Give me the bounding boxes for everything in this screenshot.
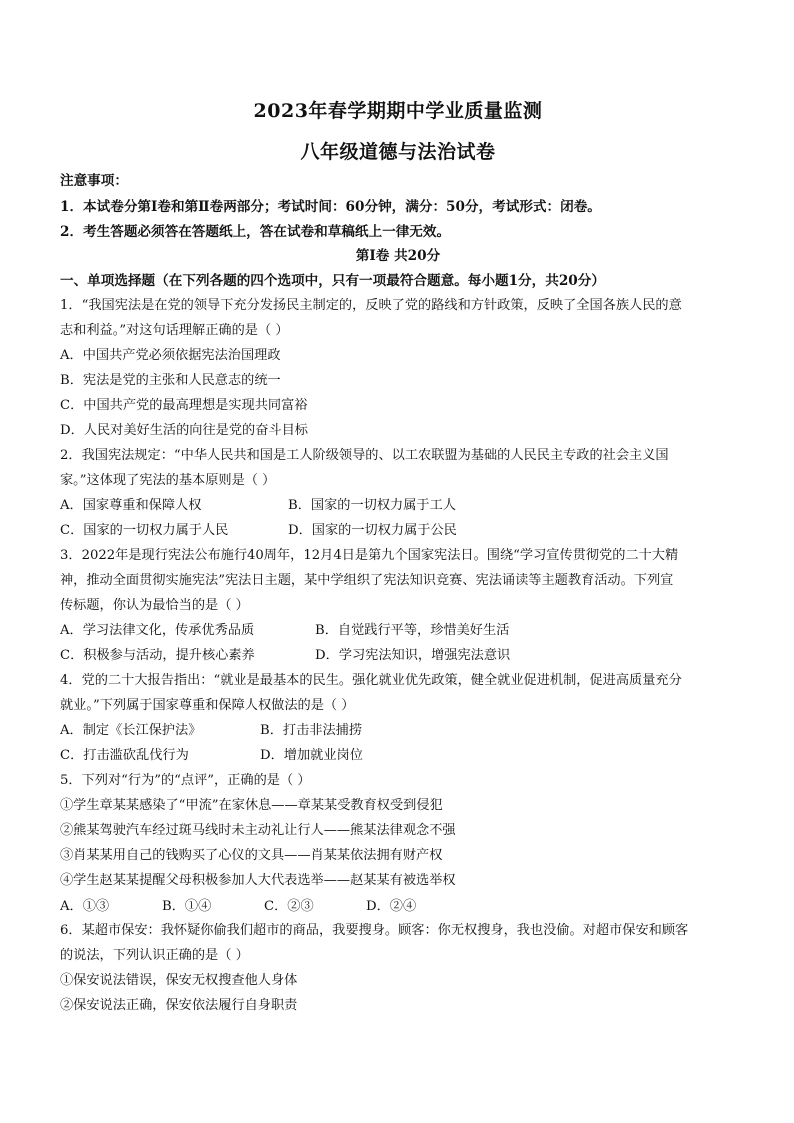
q2-stem-line1: 2．我国宪法规定：“中华人民共和国是工人阶级领导的、以工农联盟为基础的人民民主专政的社会主义国 bbox=[60, 448, 669, 463]
q6-statement-2: ②保安说法正确，保安依法履行自身职责 bbox=[60, 998, 298, 1013]
exam-title: 2023年春学期期中学业质量监测 bbox=[253, 100, 543, 122]
q3-option-b: B．自觉践行平等，珍惜美好生活 bbox=[315, 623, 510, 638]
q5-statement-2: ②熊某驾驶汽车经过斑马线时未主动礼让行人——熊某法律观念不强 bbox=[60, 823, 456, 838]
q1-option-b: B．宪法是党的主张和人民意志的统一 bbox=[60, 373, 281, 388]
q6-stem-line1: 6．某超市保安：我怀疑你偷我们超市的商品，我要搜身。顾客：你无权搜身，我也没偷。对超市保安和顾客 bbox=[60, 923, 689, 938]
q5-statement-3: ③肖某某用自己的钱购买了心仪的文具——肖某某依法拥有财产权 bbox=[60, 848, 443, 863]
q4-option-a: A．制定《长江保护法》 bbox=[60, 723, 202, 738]
q4-option-d: D．增加就业岗位 bbox=[260, 748, 363, 763]
q3-stem-line2: 神，推动全面贯彻实施宪法”宪法日主题，某中学组织了宪法知识竞赛、宪法诵读等主题教育活动。下列宣 bbox=[60, 573, 674, 588]
q6-statement-1: ①保安说法错误，保安无权搜查他人身体 bbox=[60, 973, 298, 988]
q5-statement-4: ④学生赵某某提醒父母积极参加人大代表选举——赵某某有被选举权 bbox=[60, 873, 456, 888]
q3-option-d: D．学习宪法知识，增强宪法意识 bbox=[315, 648, 511, 663]
q2-option-c: C．国家的一切权力属于人民 bbox=[60, 523, 229, 538]
q6-stem-line2: 的说法，下列认识正确的是（ ） bbox=[60, 948, 249, 963]
q5-option-b: B．①④ bbox=[162, 899, 212, 914]
q4-stem-line2: 就业。”下列属于国家尊重和保障人权做法的是（ ） bbox=[60, 698, 355, 713]
notice-item-1: 1．本试卷分第Ⅰ卷和第Ⅱ卷两部分；考试时间：60分钟，满分：50分，考试形式：闭卷。 bbox=[60, 199, 601, 215]
q4-option-b: B．打击非法捕捞 bbox=[260, 723, 363, 738]
q5-option-c: C．②③ bbox=[264, 899, 314, 914]
q5-stem: 5．下列对“行为”的“点评”，正确的是（ ） bbox=[60, 773, 311, 788]
notice-heading: 注意事项： bbox=[60, 173, 128, 189]
q5-option-d: D．②④ bbox=[366, 899, 417, 914]
q1-option-d: D．人民对美好生活的向往是党的奋斗目标 bbox=[60, 423, 308, 438]
q3-stem-line3: 传标题，你认为最恰当的是（ ） bbox=[60, 598, 249, 613]
notice-item-2: 2．考生答题必须答在答题纸上，答在试卷和草稿纸上一律无效。 bbox=[60, 224, 451, 240]
q1-stem-line1: 1．“我国宪法是在党的领导下充分发扬民主制定的，反映了党的路线和方针政策，反映了全国各族人民的意 bbox=[60, 298, 682, 313]
q1-option-a: A．中国共产党必须依据宪法治国理政 bbox=[60, 348, 281, 363]
q5-statement-1: ①学生章某某感染了“甲流”在家休息——章某某受教育权受到侵犯 bbox=[60, 798, 443, 813]
q5-option-a: A．①③ bbox=[60, 899, 110, 914]
q2-stem-line2: 家。”这体现了宪法的基本原则是（ ） bbox=[60, 473, 276, 488]
part-title: 第Ⅰ卷 共20分 bbox=[355, 248, 441, 264]
section-heading: 一、单项选择题（在下列各题的四个选项中，只有一项最符合题意。每小题1分，共20分） bbox=[60, 273, 605, 289]
q3-option-a: A．学习法律文化，传承优秀品质 bbox=[60, 623, 255, 638]
q2-option-b: B．国家的一切权力属于工人 bbox=[288, 498, 456, 513]
q4-option-c: C．打击滥砍乱伐行为 bbox=[60, 748, 189, 763]
q1-stem-line2: 志和利益。”对这句话理解正确的是（ ） bbox=[60, 323, 289, 338]
q3-option-c: C．积极参与活动，提升核心素养 bbox=[60, 648, 255, 663]
q1-option-c: C．中国共产党的最高理想是实现共同富裕 bbox=[60, 398, 308, 413]
q4-stem-line1: 4．党的二十大报告指出：“就业是最基本的民生。强化就业优先政策，健全就业促进机制，促进高质量充分 bbox=[60, 673, 682, 688]
q2-option-a: A．国家尊重和保障人权 bbox=[60, 498, 202, 513]
q2-option-d: D．国家的一切权力属于公民 bbox=[288, 523, 457, 538]
exam-subtitle: 八年级道德与法治试卷 bbox=[300, 141, 496, 163]
q3-stem-line1: 3．2022年是现行宪法公布施行40周年，12月4日是第九个国家宪法日。围绕“学习宣传贯彻党的二十大精 bbox=[60, 548, 679, 563]
